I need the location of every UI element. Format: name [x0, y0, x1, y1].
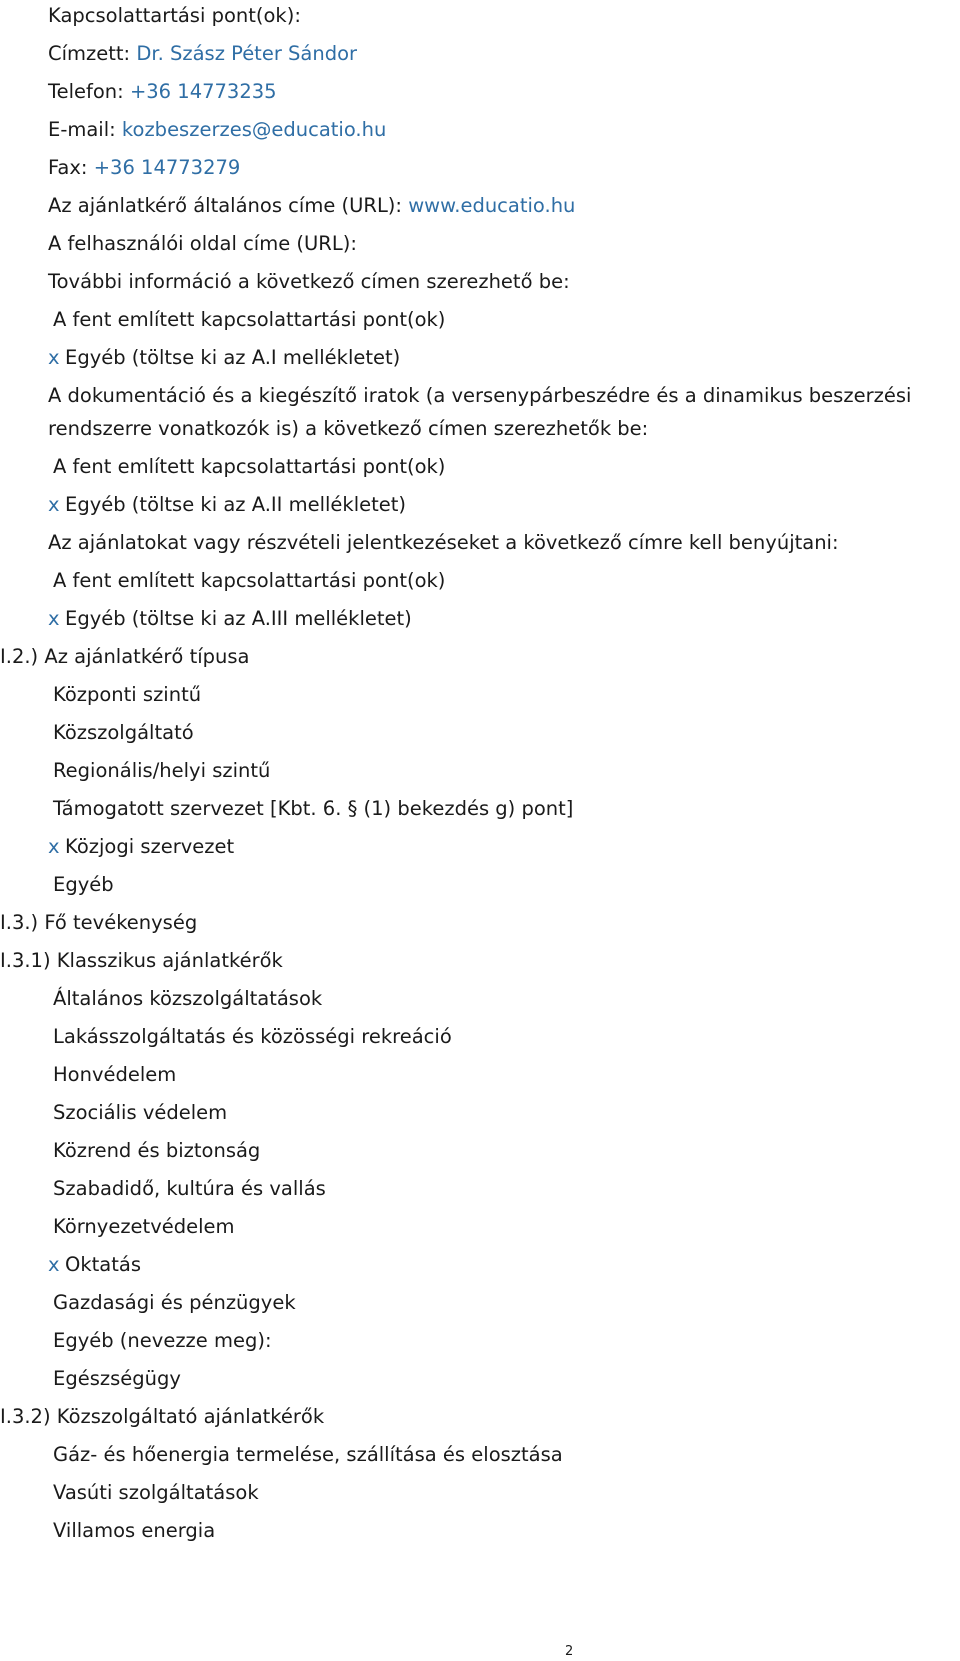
activity-option: Közrend és biztonság — [53, 1139, 261, 1162]
phone-label: Telefon: — [48, 80, 124, 103]
activity-option: Egészségügy — [53, 1367, 181, 1390]
email-label: E-mail: — [48, 118, 116, 141]
docs-option-other — [48, 493, 406, 517]
fax-label: Fax: — [48, 156, 88, 179]
activity-option: Lakásszolgáltatás és közösségi rekreáció — [53, 1025, 452, 1048]
classic-section-title: I.3.1) Klasszikus ajánlatkérők — [0, 949, 283, 972]
activity-option: Környezetvédelem — [53, 1215, 235, 1238]
checked-mark: x — [48, 493, 60, 516]
activity-option: Honvédelem — [53, 1063, 177, 1086]
type-section-title: I.2.) Az ajánlatkérő típusa — [0, 645, 250, 668]
type-option: Támogatott szervezet [Kbt. 6. § (1) bekezdés g) pont] — [53, 797, 574, 820]
activity-option: Gazdasági és pénzügyek — [53, 1291, 296, 1314]
utility-option: Gáz- és hőenergia termelése, szállítása és elosztása — [53, 1443, 563, 1466]
user-page-label: A felhasználói oldal címe (URL): — [48, 232, 357, 255]
docs-option-contact: A fent említett kapcsolattartási pont(ok) — [53, 455, 446, 478]
email-row — [48, 118, 386, 142]
phone-value: +36 14773235 — [129, 80, 277, 103]
info-option-other — [48, 346, 400, 370]
activity-option: Szabadidő, kultúra és vallás — [53, 1177, 326, 1200]
submit-option-other-label: Egyéb (töltse ki az A.III mellékletet) — [65, 607, 412, 630]
type-option: Közszolgáltató — [53, 721, 194, 744]
checked-mark: x — [48, 346, 60, 369]
url-link[interactable]: www.educatio.hu — [408, 194, 576, 217]
type-option: Egyéb — [53, 873, 114, 896]
recipient-label: Címzett: — [48, 42, 131, 65]
activity-section-title: I.3.) Fő tevékenység — [0, 911, 198, 934]
fax-row — [48, 156, 240, 180]
info-title: További információ a következő címen szerezhető be: — [48, 270, 570, 293]
type-option-checked — [48, 835, 234, 859]
utility-option: Vasúti szolgáltatások — [53, 1481, 259, 1504]
recipient-value: Dr. Szász Péter Sándor — [136, 42, 358, 65]
email-link[interactable]: kozbeszerzes@educatio.hu — [121, 118, 387, 141]
activity-option: Egyéb (nevezze meg): — [53, 1329, 272, 1352]
activity-option-checked — [48, 1253, 141, 1277]
info-option-other-label: Egyéb (töltse ki az A.I mellékletet) — [65, 346, 401, 369]
docs-title-line2: rendszerre vonatkozók is) a következő címen szerezhetők be: — [48, 417, 649, 440]
submit-title: Az ajánlatokat vagy részvételi jelentkezéseket a következő címre kell benyújtani: — [48, 531, 839, 554]
url-row — [48, 194, 575, 218]
checked-mark: x — [48, 835, 60, 858]
checked-mark: x — [48, 1253, 60, 1276]
fax-value: +36 14773279 — [93, 156, 241, 179]
utility-section-title: I.3.2) Közszolgáltató ajánlatkérők — [0, 1405, 325, 1428]
contact-heading: Kapcsolattartási pont(ok): — [48, 4, 301, 27]
submit-option-contact: A fent említett kapcsolattartási pont(ok) — [53, 569, 446, 592]
type-option-label: Közjogi szervezet — [65, 835, 235, 858]
info-option-contact: A fent említett kapcsolattartási pont(ok) — [53, 308, 446, 331]
checked-mark: x — [48, 607, 60, 630]
type-option: Regionális/helyi szintű — [53, 759, 271, 782]
submit-option-other — [48, 607, 412, 631]
url-label: Az ajánlatkérő általános címe (URL): — [48, 194, 402, 217]
page-number: 2 — [565, 1644, 574, 1659]
activity-option: Szociális védelem — [53, 1101, 228, 1124]
activity-option-label: Oktatás — [65, 1253, 141, 1276]
phone-row — [48, 80, 277, 104]
type-option: Központi szintű — [53, 683, 202, 706]
recipient-row — [48, 42, 357, 66]
docs-title-line1: A dokumentáció és a kiegészítő iratok (a versenypárbeszédre és a dinamikus beszerzési — [48, 384, 912, 407]
docs-option-other-label: Egyéb (töltse ki az A.II mellékletet) — [65, 493, 407, 516]
activity-option: Általános közszolgáltatások — [53, 987, 323, 1010]
utility-option: Villamos energia — [53, 1519, 216, 1542]
